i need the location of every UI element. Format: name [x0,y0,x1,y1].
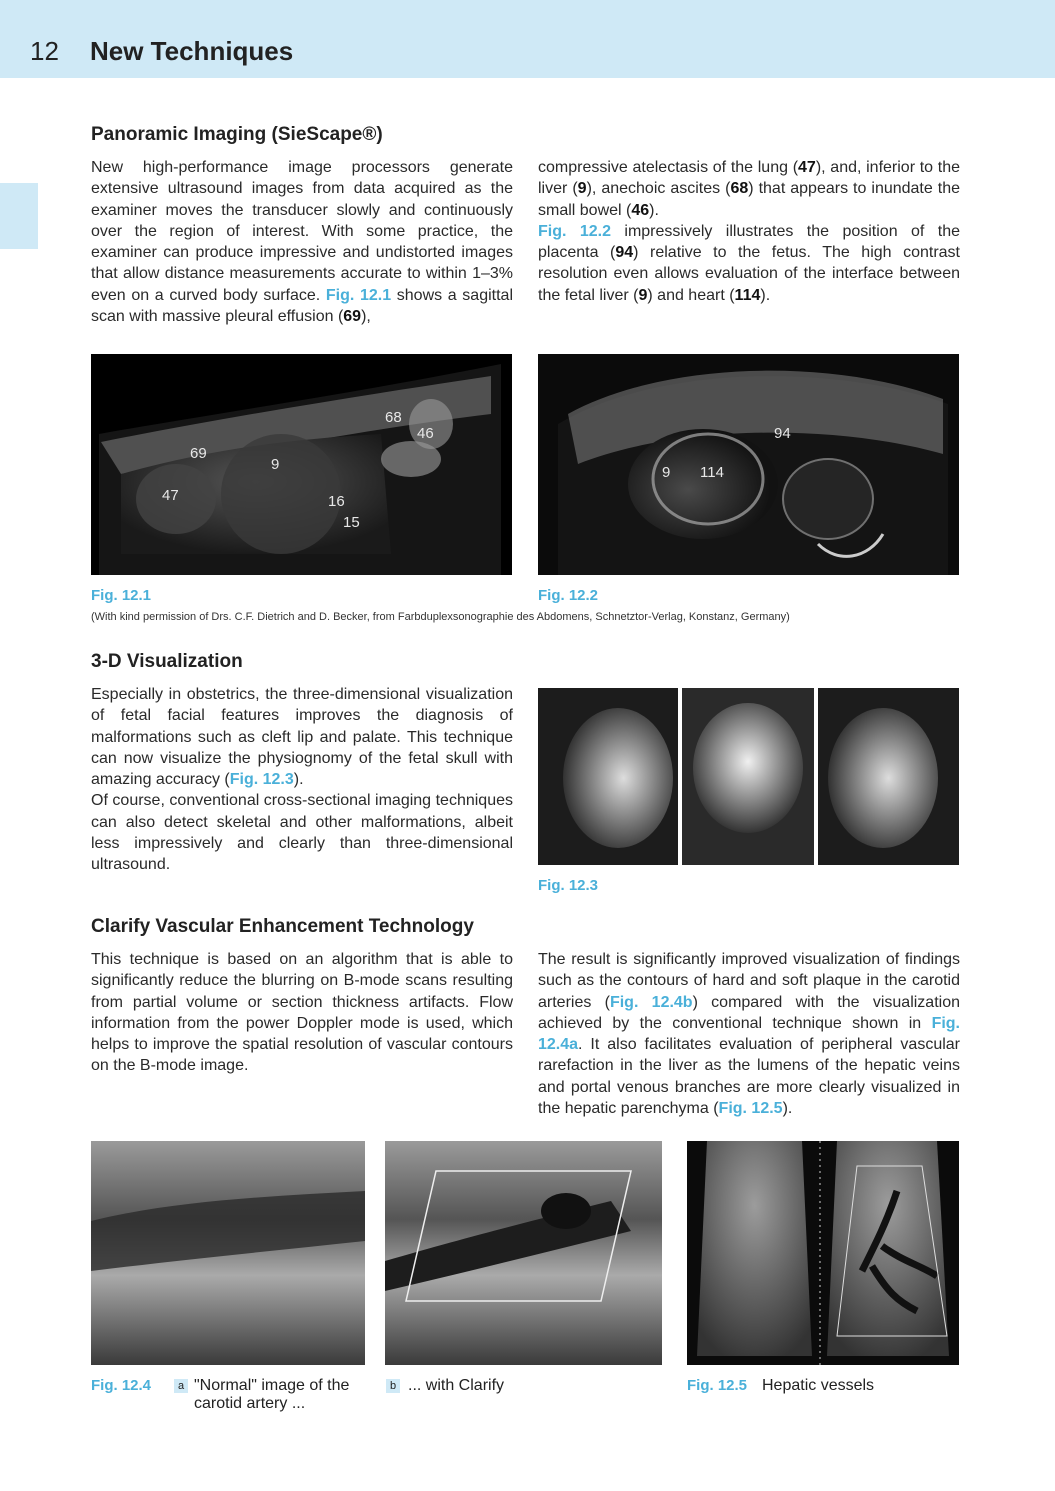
figure-12-3-label: Fig. 12.3 [538,877,599,894]
side-tab-marker [0,183,38,249]
caption-line: carotid artery ... [194,1395,306,1412]
figure-12-5-label: Fig. 12.5 [687,1377,748,1394]
text-run: ) compared with the visualization achieved by the conventional technique shown in [538,993,960,1032]
text-run: shows a sagittal scan with massive pleural effusion ( [91,286,514,326]
text-run: New high-performance image processors generate extensive ultrasound images from data acquired as the examiner moves the transducer slowly and continuously over the region of interest. With some practice, the examiner can produce impressive and undistorted images that allow distance measurements accurate to within 1–3% even on a curved body surface. [91,159,513,304]
figure-ref-link[interactable]: Fig. 12.1 [325,286,392,304]
figure-12-2-label: Fig. 12.2 [538,587,599,604]
viz3d-paragraph [91,684,513,876]
overlay-label-69: 69 [190,445,207,462]
figure-12-5-ultrasound [687,1141,959,1365]
figure-12-5-caption: Hepatic vessels [762,1377,875,1394]
text-run: ), and, inferior to the liver ( [538,159,961,198]
figure-12-1-label: Fig. 12.1 [91,587,152,604]
text-run: The result is significantly improved visualization of findings such as the contours of hard and soft plaque in the carotid arteries ( [538,951,960,1011]
overlay-label-15: 15 [343,514,360,531]
text-run: ). [782,1100,793,1118]
figure-12-1-ultrasound [91,354,512,575]
structure-number: 47 [798,159,816,176]
section-heading-clarify: Clarify Vascular Enhancement Technology [91,916,474,937]
overlay-label-46: 46 [417,425,434,442]
text-run: Of course, conventional cross-sectional imaging techniques can also detect skeletal and other malformations, albeit less impressively and clearly than three-dimensional ultrasound. [91,792,513,874]
structure-number: 69 [343,308,362,326]
clarify-left-paragraph: This technique is based on an algorithm that is able to significantly reduce the blurring on B-mode scans resulting from partial volume or section thickness artifacts. Flow information from the power Doppler mode is used, which helps to improve the spatial resolution of vascular contours on the B-mode image. [91,951,513,1075]
overlay-label-94: 94 [774,425,791,442]
figure-ref-link[interactable]: Fig. 12.5 [718,1100,783,1118]
text-run: ). [649,201,659,219]
text-run: ). [293,771,304,789]
figure-ref-link[interactable]: Fig. 12.2 [538,222,611,240]
chapter-title: New Techniques [90,36,294,66]
figure-12-4a-caption [194,1377,349,1413]
clarify-right-paragraph [538,949,960,1119]
text-run: ), anechoic ascites ( [586,180,731,198]
subfigure-badge-b: b [386,1379,400,1393]
page-number: 12 [30,36,59,66]
text-run: ) that appears to inundate the small bowel ( [538,180,961,219]
panoramic-right-paragraph [538,157,960,306]
structure-number: 9 [638,286,648,304]
figure-12-3-images [538,688,959,865]
section-heading-3d: 3-D Visualization [91,651,243,672]
section-heading-panoramic: Panoramic Imaging (SieScape®) [91,124,383,145]
structure-number: 94 [615,244,634,262]
text-run: ), [361,308,371,326]
panoramic-left-paragraph [91,157,513,327]
overlay-label-9: 9 [662,464,671,481]
overlay-label-9: 9 [271,456,280,473]
text-run: Especially in obstetrics, the three-dimensional visualization of fetal facial features improves the diagnosis of malformations such as cleft lip and palate. This technique can now visualize the physiognomy of the fetal skull with amazing accuracy ( [91,686,513,789]
structure-number: 68 [730,180,749,198]
overlay-label-16: 16 [328,493,345,510]
text-run: ) relative to the fetus. The high contrast resolution even allows evaluation of the interface between the fetal liver ( [538,244,960,304]
figure-12-4-label: Fig. 12.4 [91,1377,152,1394]
figure-ref-link[interactable]: Fig. 12.4a [538,1014,960,1054]
overlay-label-114: 114 [700,464,724,481]
structure-number: 9 [577,180,587,198]
figure-ref-link[interactable]: Fig. 12.3 [229,771,294,789]
page-header [0,0,1055,78]
caption-line: "Normal" image of the [194,1377,350,1394]
figure-12-4b-caption: ... with Clarify [408,1377,505,1394]
figure-ref-link[interactable]: Fig. 12.4b [609,993,693,1011]
text-run: ) and heart ( [647,286,735,304]
text-run: impressively illustrates the position of the placenta ( [538,222,960,262]
figure-12-2-ultrasound [538,354,959,575]
figure-12-4-ultrasound [91,1141,662,1365]
structure-number: 114 [734,286,761,304]
overlay-label-47: 47 [162,487,179,504]
text-run: . It also facilitates evaluation of peripheral vascular rarefaction in the liver as the lumens of the hepatic veins and portal venous branches are more clearly visualized in the hepatic parenchyma ( [538,1036,960,1118]
structure-number: 46 [631,201,650,219]
overlay-label-68: 68 [385,409,402,426]
text-run: compressive atelectasis of the lung ( [538,159,799,176]
figure-credit: (With kind permission of Drs. C.F. Dietrich and D. Becker, from Farbduplexsonographie des Abdomens, Schnetztor-Verlag, Konstanz, Germany) [91,611,790,623]
subfigure-badge-a: a [174,1379,188,1393]
text-run: ). [760,286,771,304]
